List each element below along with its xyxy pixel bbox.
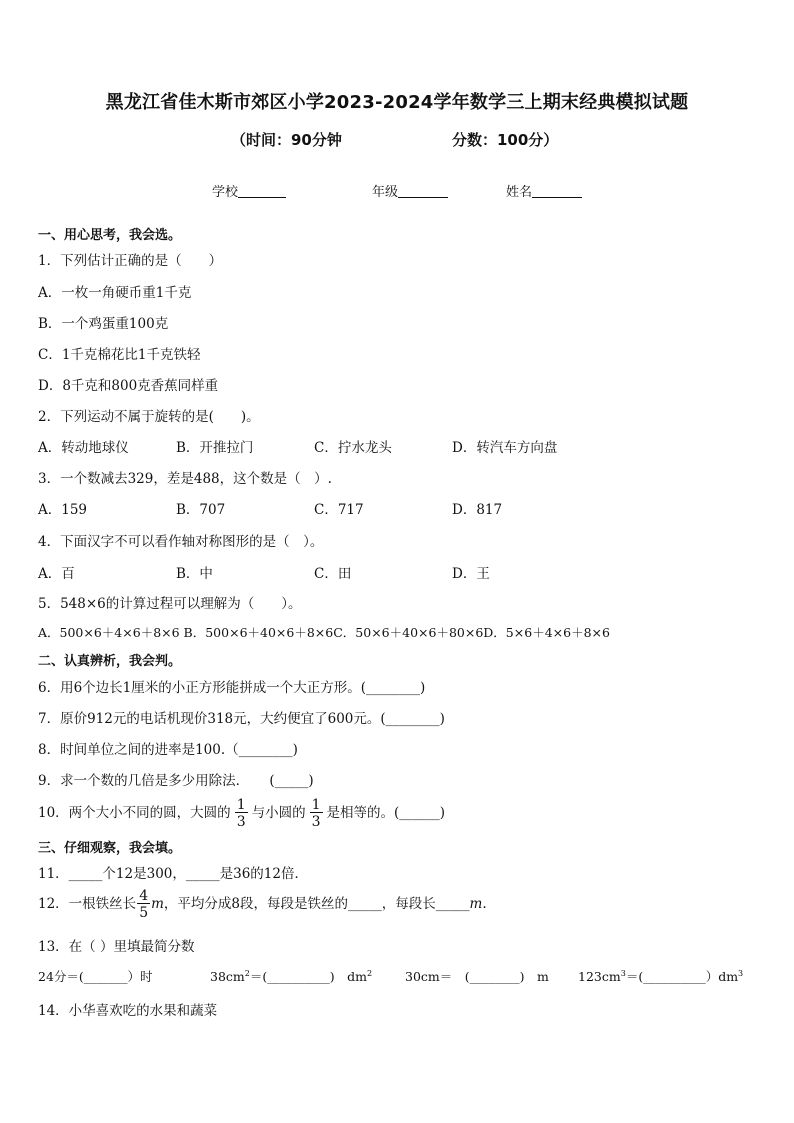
name-label: 姓名	[506, 185, 533, 200]
q4-stem: 4．下面汉字不可以看作轴对称图形的是（ ）。	[38, 534, 324, 550]
q13-sup-2: 2	[244, 968, 250, 978]
q1-stem: 1．下列估计正确的是（ ）	[38, 253, 223, 269]
section-2-heading: 二、认真辨析，我会判。	[38, 654, 182, 669]
fraction-numerator: 1	[236, 797, 246, 813]
q4-option-d: D．王	[452, 566, 490, 582]
section-3-heading: 三、仔细观察，我会填。	[38, 841, 182, 856]
q1-option-b: B．一个鸡蛋重100克	[38, 316, 169, 332]
q10-part3: 是相等的。(______)	[326, 805, 446, 821]
q12-fraction	[137, 889, 150, 920]
q11-statement: 11．_____个12是300，_____是36的12倍．	[38, 866, 308, 882]
score-info: 分数：100分）	[452, 131, 559, 149]
section-1-heading: 一、用心思考，我会选。	[38, 228, 182, 243]
grade-field	[372, 181, 448, 200]
q13-item-2-rhs: ＝(__________) dm	[249, 969, 367, 984]
q9-statement: 9．求一个数的几倍是多少用除法． (_____)	[38, 773, 314, 789]
q1-option-d: D．8千克和800克香蕉同样重	[38, 378, 219, 394]
time-info: （时间：90分钟	[231, 131, 342, 149]
q13-item-2	[210, 967, 372, 985]
school-field	[212, 181, 286, 200]
q10-part2: 与小圆的	[251, 805, 306, 821]
q13-item-1: 24分＝(_______）时	[38, 969, 153, 984]
name-blank[interactable]	[532, 185, 582, 198]
q2-option-d: D．转汽车方向盘	[452, 440, 558, 456]
grade-blank[interactable]	[398, 185, 448, 198]
q12-unit: m	[151, 896, 164, 912]
q13-stem: 13．在（ ）里填最简分数	[38, 939, 195, 955]
q4-option-a: A．百	[38, 566, 75, 582]
q3-option-d: D．817	[452, 502, 503, 518]
q6-statement: 6．用6个边长1厘米的小正方形能拼成一个大正方形。(________)	[38, 680, 426, 696]
q13-item-4-lhs: 123cm	[578, 969, 621, 984]
q8-statement: 8．时间单位之间的进率是100.（________)	[38, 742, 298, 758]
q2-option-c: C．拧水龙头	[314, 440, 392, 456]
school-blank[interactable]	[238, 185, 286, 198]
q2-stem: 2．下列运动不属于旋转的是( )。	[38, 409, 260, 425]
q10-statement	[38, 798, 445, 829]
q3-option-c: C．717	[314, 502, 364, 518]
q13-item-4-rhs: ＝(__________）dm	[625, 969, 739, 984]
q3-option-b: B．707	[176, 502, 226, 518]
fraction-denominator: 5	[139, 905, 149, 921]
q12-part2: ，平均分成8段，每段是铁丝的_____，每段长_____	[163, 896, 470, 912]
q2-option-a: A．转动地球仪	[38, 440, 129, 456]
q3-option-a: A．159	[38, 502, 88, 518]
fraction-numerator: 4	[139, 888, 149, 904]
fraction-denominator: 3	[236, 814, 246, 830]
q13-sup-2b: 2	[366, 968, 373, 978]
name-field	[506, 181, 582, 200]
q5-options: A．500×6＋4×6＋8×6 B．500×6＋40×6＋8×6C．50×6＋40×6＋80×6D．5×6＋4×6＋8×6	[38, 625, 610, 640]
q1-option-c: C．1千克棉花比1千克铁轻	[38, 347, 201, 363]
grade-label: 年级	[372, 185, 399, 200]
q7-statement: 7．原价912元的电话机现价318元，大约便宜了600元。(________)	[38, 711, 445, 727]
q12-statement	[38, 889, 487, 920]
q2-option-b: B．开推拉门	[176, 440, 254, 456]
q12-unit2: m	[469, 896, 483, 912]
q10-fraction-2	[310, 798, 323, 829]
q5-stem: 5．548×6的计算过程可以理解为（ ）。	[38, 596, 302, 612]
q10-fraction-1	[235, 798, 248, 829]
q12-part1: 12．一根铁丝长	[38, 896, 137, 912]
q3-stem: 3．一个数减去329，差是488，这个数是（ ）.	[38, 471, 332, 487]
q13-item-2-lhs: 38cm	[210, 969, 245, 984]
fraction-numerator: 1	[311, 797, 321, 813]
q4-option-b: B．中	[176, 566, 213, 582]
q13-sup-3b: 3	[738, 968, 744, 978]
page-title: 黑龙江省佳木斯市郊区小学2023-2024学年数学三上期末经典模拟试题	[105, 92, 689, 113]
q12-end: .	[482, 896, 487, 912]
q13-sup-3: 3	[620, 968, 626, 978]
school-label: 学校	[212, 185, 239, 200]
q13-item-4	[578, 967, 743, 985]
q1-option-a: A．一枚一角硬币重1千克	[38, 285, 192, 301]
q10-part1: 10．两个大小不同的圆，大圆的	[38, 805, 231, 821]
fraction-denominator: 3	[311, 814, 321, 830]
q4-option-c: C．田	[314, 566, 352, 582]
q14-stem: 14．小华喜欢吃的水果和蔬菜	[38, 1003, 218, 1019]
q13-item-3: 30cm＝ (________) m	[405, 969, 549, 984]
